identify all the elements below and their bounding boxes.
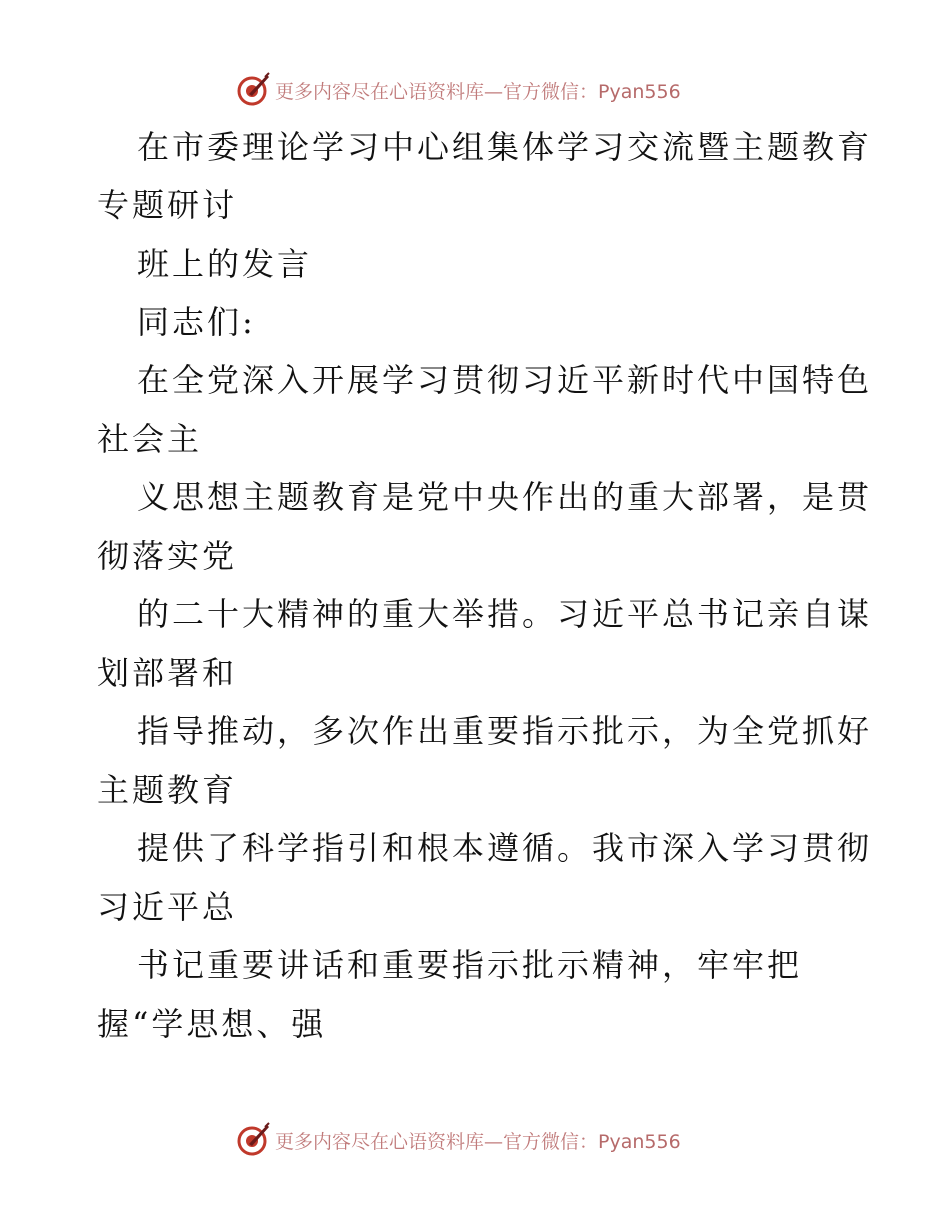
text-line: 专题研讨 [97,186,238,224]
text-line: 同志们: [137,303,256,341]
quill-pen-icon [235,72,271,108]
header-watermark [235,72,681,108]
text-line: 在全党深入开展学习贯彻习近平新时代中国特色 [137,361,873,399]
text-line: 社会主 [97,420,203,458]
quill-pen-icon [235,1122,271,1158]
text-line: 提供了科学指引和根本遵循。我市深入学习贯彻 [137,829,873,867]
text-line: 书记重要讲话和重要指示批示精神，牢牢把 [137,946,803,984]
footer-watermark [235,1122,681,1158]
text-line: 习近平总 [97,888,238,926]
text-line: 在市委理论学习中心组集体学习交流暨主题教育 [137,128,873,166]
text-line: 彻落实党 [97,537,238,575]
text-line: 指导推动，多次作出重要指示批示，为全党抓好 [137,712,873,750]
text-line: 划部署和 [97,654,238,692]
text-line: 的二十大精神的重大举措。习近平总书记亲自谋 [137,595,873,633]
text-line: 主题教育 [97,771,238,809]
text-line: 义思想主题教育是党中央作出的重大部署，是贯 [137,478,873,516]
watermark-text: 更多内容尽在心语资料库—官方微信：Pyan556 [275,1130,681,1153]
text-line: 握“学思想、强 [97,1005,327,1043]
text-line: 班上的发言 [137,245,313,283]
watermark-text: 更多内容尽在心语资料库—官方微信：Pyan556 [275,80,681,103]
